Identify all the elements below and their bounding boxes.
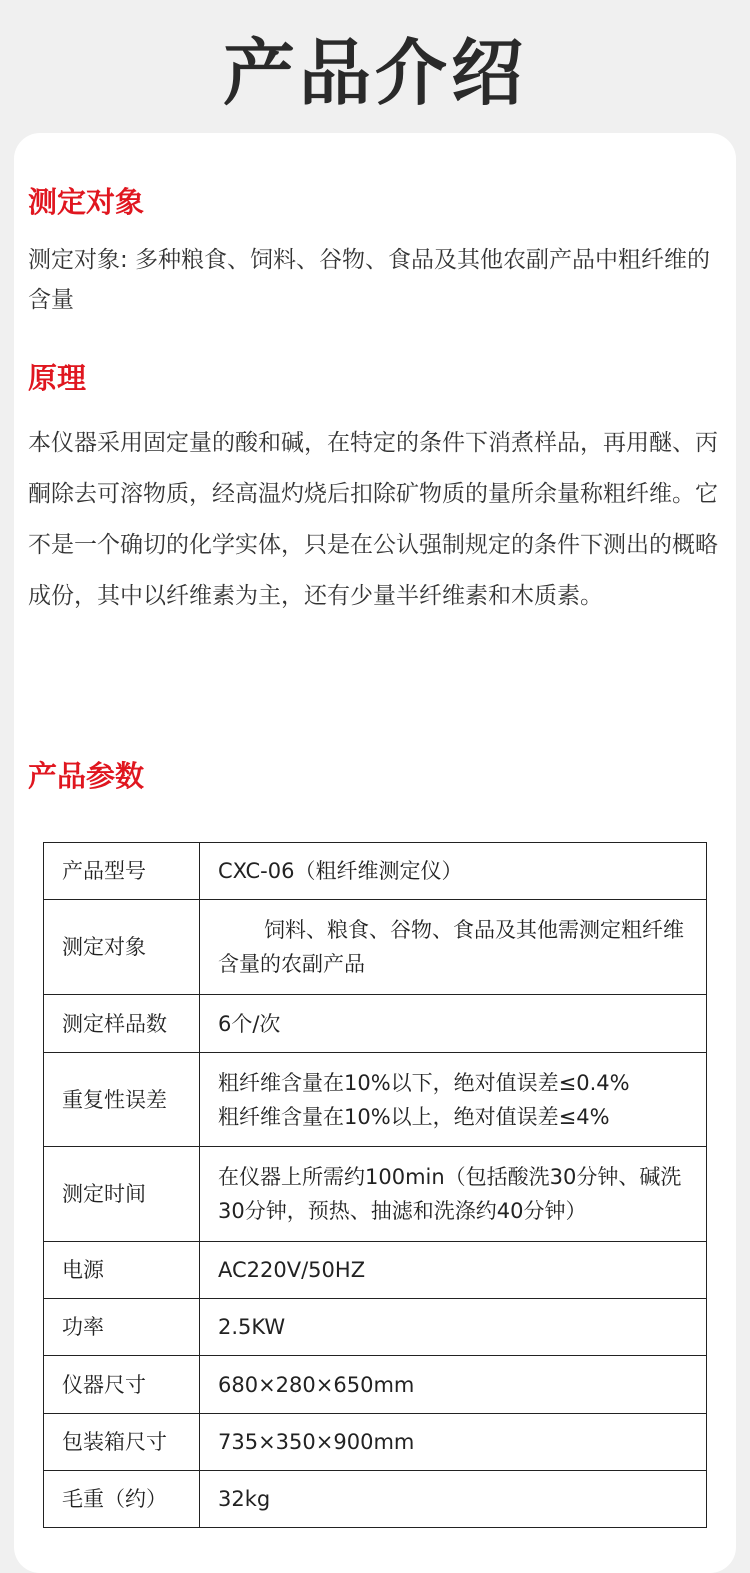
table-row <box>44 1471 707 1528</box>
section-heading-target: 测定对象 <box>28 185 145 219</box>
param-value: AC220V/50HZ <box>200 1242 707 1299</box>
table-row <box>44 1147 707 1242</box>
param-label: 测定样品数 <box>44 995 200 1053</box>
table-row <box>44 1414 707 1471</box>
param-value: CXC-06（粗纤维测定仪） <box>200 843 707 900</box>
params-table <box>43 842 707 1528</box>
section-heading-params: 产品参数 <box>28 759 145 793</box>
table-row <box>44 1299 707 1356</box>
param-label: 毛重（约） <box>44 1471 200 1528</box>
param-value: 32kg <box>200 1471 707 1528</box>
param-label: 电源 <box>44 1242 200 1299</box>
param-label: 重复性误差 <box>44 1053 200 1147</box>
param-value-line: 粗纤维含量在10%以下，绝对值误差≤0.4% <box>218 1070 630 1095</box>
param-value-text: 饲料、粮食、谷物、食品及其他需测定粗纤维含量的农副产品 <box>218 918 684 976</box>
page-title: 产品介绍 <box>222 31 527 115</box>
param-label: 包装箱尺寸 <box>44 1414 200 1471</box>
table-row <box>44 995 707 1053</box>
param-value: 在仪器上所需约100min（包括酸洗30分钟、碱洗30分钟，预热、抽滤和洗涤约40分钟） <box>200 1147 707 1242</box>
param-label: 功率 <box>44 1299 200 1356</box>
table-row <box>44 900 707 995</box>
principle-description: 本仪器采用固定量的酸和碱，在特定的条件下消煮样品，再用醚、丙酮除去可溶物质，经高温灼烧后扣除矿物质的量所余量称粗纤维。它不是一个确切的化学实体，只是在公认强制规定的条件下测出的概略成份，其中以纤维素为主，还有少量半纤维素和木质素。 <box>28 430 718 609</box>
param-value: 6个/次 <box>200 995 707 1053</box>
table-row <box>44 843 707 900</box>
section-heading-principle: 原理 <box>28 361 87 395</box>
param-value: 2.5KW <box>200 1299 707 1356</box>
param-label: 测定对象 <box>44 900 200 995</box>
param-value: 680×280×650mm <box>200 1356 707 1414</box>
param-value: 735×350×900mm <box>200 1414 707 1471</box>
param-label: 产品型号 <box>44 843 200 900</box>
param-value <box>200 1053 707 1147</box>
param-value-line: 粗纤维含量在10%以上，绝对值误差≤4% <box>218 1104 610 1129</box>
param-label: 仪器尺寸 <box>44 1356 200 1414</box>
table-row <box>44 1053 707 1147</box>
table-row <box>44 1356 707 1414</box>
target-description: 测定对象: 多种粮食、饲料、谷物、食品及其他农副产品中粗纤维的含量 <box>28 247 711 313</box>
param-value <box>200 900 707 995</box>
table-row <box>44 1242 707 1299</box>
param-label: 测定时间 <box>44 1147 200 1242</box>
